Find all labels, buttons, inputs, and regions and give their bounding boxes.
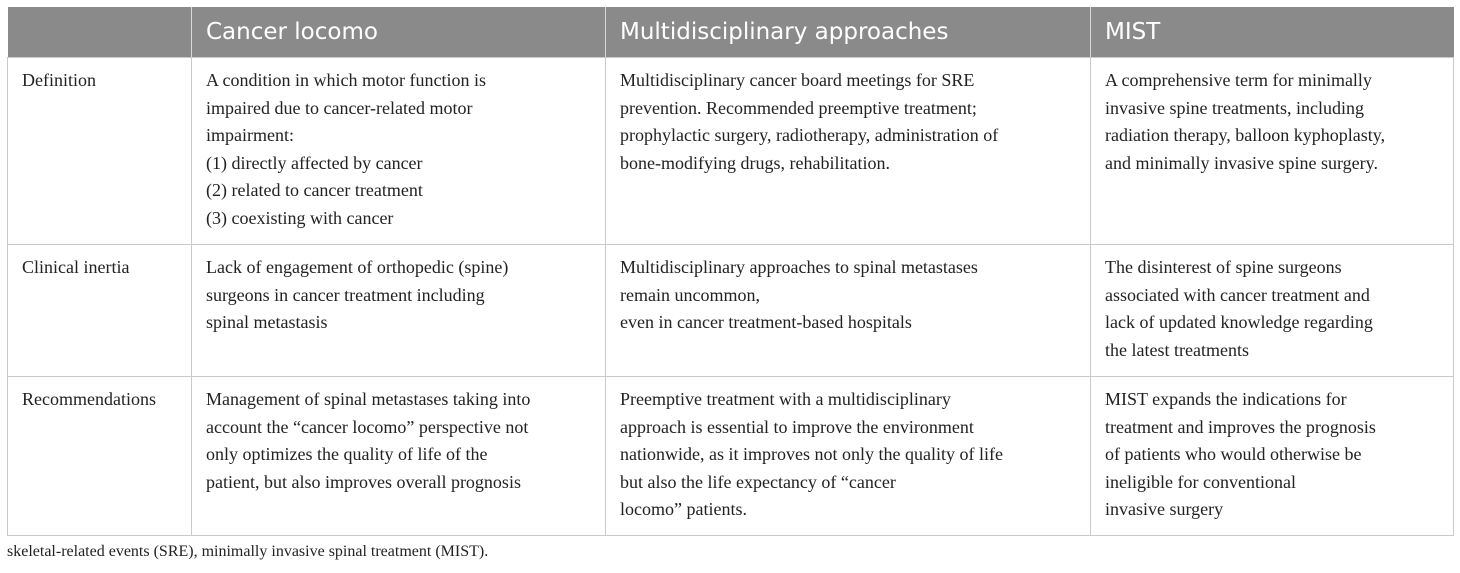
cell-text-line: spinal metastasis (206, 312, 328, 332)
table-row (8, 245, 1454, 377)
cell-text-line: invasive surgery (1105, 499, 1224, 519)
cell-text-line: lack of updated knowledge regarding (1105, 312, 1373, 332)
header-empty (8, 7, 192, 58)
cell-text-line: A comprehensive term for minimally (1105, 70, 1372, 90)
cell-text-line: treatment and improves the prognosis (1105, 416, 1376, 437)
cell-text-line: (2) related to cancer treatment (206, 180, 423, 200)
cell-text-line: A condition in which motor function is (206, 70, 486, 90)
cell-text-line: and minimally invasive spine surgery. (1105, 152, 1378, 173)
cell-text-line: MIST expands the indications for (1105, 389, 1347, 409)
cell-text-line: nationwide, as it improves not only the quality of life (620, 444, 1003, 464)
cell-text-line: remain uncommon, (620, 284, 760, 305)
cell-mist (1091, 58, 1454, 245)
cell-text-line: but also the life expectancy of “cancer (620, 471, 896, 492)
header-cancer-locomo: Cancer locomo (192, 7, 606, 58)
row-label (8, 377, 192, 536)
cell-text-line: the latest treatments (1105, 339, 1249, 360)
cell-text-line: (1) directly affected by cancer (206, 152, 423, 173)
table-container (7, 7, 1453, 536)
comparison-table (7, 7, 1454, 536)
cell-text-line: impairment: (206, 125, 294, 145)
cell-cancer-locomo (192, 377, 606, 536)
header-row (8, 7, 1454, 58)
cell-text-line: ineligible for conventional (1105, 471, 1296, 492)
cell-mist (1091, 245, 1454, 377)
footnote: skeletal-related events (SRE), minimally invasive spinal treatment (MIST). (7, 543, 489, 560)
cell-cancer-locomo (192, 245, 606, 377)
cell-text-line: approach is essential to improve the environment (620, 416, 974, 437)
row-label (8, 58, 192, 245)
cell-text-line: even in cancer treatment-based hospitals (620, 312, 912, 332)
table-row (8, 377, 1454, 536)
cell-cancer-locomo (192, 58, 606, 245)
row-label (8, 245, 192, 377)
cell-text-line: only optimizes the quality of life of the (206, 444, 488, 464)
cell-text-line: prophylactic surgery, radiotherapy, administration of (620, 125, 999, 145)
cell-text-line: The disinterest of spine surgeons (1105, 257, 1342, 277)
cell-text-line: Preemptive treatment with a multidisciplinary (620, 389, 951, 409)
cell-text-line: locomo” patients. (620, 499, 747, 519)
cell-text-line: Multidisciplinary approaches to spinal metastases (620, 257, 978, 277)
cell-mist (1091, 377, 1454, 536)
cell-text-line: associated with cancer treatment and (1105, 284, 1370, 305)
cell-text-line: prevention. Recommended preemptive treatment; (620, 97, 977, 118)
header-mist: MIST (1091, 7, 1454, 58)
header-multidisciplinary: Multidisciplinary approaches (606, 7, 1091, 58)
cell-multidisciplinary (606, 58, 1091, 245)
table-row (8, 58, 1454, 245)
cell-text-line: Management of spinal metastases taking into (206, 389, 531, 409)
row-label-text: Recommendations (22, 389, 156, 409)
cell-text-line: Lack of engagement of orthopedic (spine) (206, 257, 509, 277)
cell-text-line: radiation therapy, balloon kyphoplasty, (1105, 125, 1386, 145)
cell-text-line: surgeons in cancer treatment including (206, 284, 485, 305)
cell-text-line: invasive spine treatments, including (1105, 97, 1364, 118)
cell-text-line: bone-modifying drugs, rehabilitation. (620, 152, 890, 173)
row-label-text: Clinical inertia (22, 257, 130, 277)
cell-multidisciplinary (606, 377, 1091, 536)
row-label-text: Definition (22, 70, 96, 90)
cell-text-line: patient, but also improves overall prognosis (206, 471, 521, 492)
cell-text-line: of patients who would otherwise be (1105, 444, 1362, 464)
cell-text-line: account the “cancer locomo” perspective not (206, 416, 529, 437)
cell-text-line: impaired due to cancer-related motor (206, 97, 473, 118)
cell-text-line: (3) coexisting with cancer (206, 207, 394, 228)
cell-multidisciplinary (606, 245, 1091, 377)
cell-text-line: Multidisciplinary cancer board meetings for SRE (620, 70, 975, 90)
